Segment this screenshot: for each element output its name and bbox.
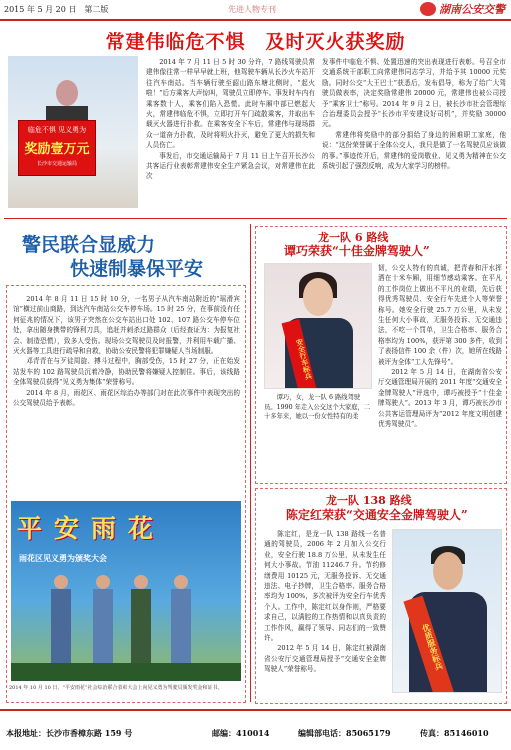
award-photo [8, 56, 138, 208]
ceremony-person [51, 589, 71, 671]
article2-text [322, 57, 506, 217]
footer-phone: 编辑部电话：85065179 [298, 728, 391, 738]
ceremony-photo [11, 501, 241, 681]
article1-para: 事发后，市交通运输局于 7 月 11 日上午召开长沙公共客运行业表彰常建伟安全生产紧急会议，对常建伟在此次 [146, 151, 315, 181]
section-title: 先进人物专刊 [228, 5, 276, 14]
left-feature-title [10, 228, 242, 280]
portrait-photo-chendinghong [392, 529, 502, 693]
footer-postcode: 邮编：410014 [212, 728, 270, 738]
ceremony-person [93, 589, 113, 671]
feature-title-b: 谭巧荣获“十佳金牌驾驶人” [284, 244, 430, 258]
column-divider [250, 224, 251, 702]
logo-mark-icon [420, 2, 436, 16]
header-rule [0, 19, 511, 21]
section-divider [4, 218, 507, 219]
footer-address: 本报地址：长沙市香樟东路 159 号 [6, 728, 133, 738]
newspaper-logo [405, 1, 505, 17]
article2-para: 常建伟将奖励中的部分捐给了身边的困难职工家庭，他说：“这份荣誉属于全体公交人，我只是做了一名驾驶员应该做的事。”事迹传开后，常建伟的爱岗敬业、见义勇为精神在公交系统引起了强烈反响，成为大家学习的榜样。 [322, 130, 506, 171]
portrait-sash: 安全行车标兵 [282, 319, 319, 389]
feature2-title-b: 陈定红荣获“交通安全金牌驾驶人” [286, 508, 468, 522]
ceremony-caption: 2014 年 10 月 10 日，“平安雨花”社会综治联合表彰大会上向见义勇为驾驶员颁发奖金和证书。 [9, 685, 223, 691]
portrait-caption: 谭巧，女，龙一队 6 路线驾驶员。1990 年走入公交这个大家庭，二十多年来，她以一份女性特有的柔 [264, 394, 371, 421]
logo-text: 湖南公安交警 [439, 3, 505, 16]
ceremony-person [171, 589, 191, 671]
article3-para: 2014 年 8 月，雨花区、雨花区综治办等部门对在此次事件中表现突出的公交驾驶员给予表彰。 [13, 388, 240, 408]
page-header [0, 0, 511, 20]
ceremony-stage [11, 663, 241, 681]
portrait-photo-tanqiao [264, 263, 372, 389]
footer-fax: 传真：85146010 [420, 728, 489, 738]
article1-text [146, 57, 315, 217]
issue-date: 2015 年 5 月 20 日 第二版 [4, 5, 109, 14]
article1-para: 2014 年 7 月 11 日 5 时 30 分许，7 路线驾驶员常建伟像往常一样早早就上班，他驾驶车辆从长沙火车站开往汽车南站。当车辆行驶至韶山路东塘北侧时，“起火啦！”后方乘客大声惊叫，驾驶员立即停车。事发时车内有乘客数十人，乘客们陷入恐慌。此时车厢中部已燃起大火，常建伟临危不惧，立即打开车门疏散乘客，并取出车载灭火器进行扑救。在乘客安全下车后，常建伟与现场群众一道奋力扑救，及时将明火扑灭，避免了更大的损失和人员伤亡。 [146, 58, 315, 150]
article2-para: 发事件中临危不惧、处置迅速的突出表现进行表彰。号召全市交通系统干部职工向常建伟同志学习，并给予其 10000 元奖励。同时公交“大王巴士”获悉后，发布倡导，称为了给广大驾驶员做表率，决定奖励常建伟 20000 元，常建伟也被公司授予“乘客卫士”称号。2014 年 9 月 2 日，被长沙市社会管理综合治理委员会授予“长沙市平安建设好司机”，并奖励 30000 元。 [322, 58, 506, 129]
article3-para: 2014 年 8 月 11 日 15 时 10 分，一名男子从汽车南站附近的“瑶滑宾馆”横过前山商路，到达汽车南站公交车停车场。15 时 25 分，在事前没有任何征兆的情况下，该男子突然在公交车站出口处 102、107 路公交车停车位处，拿出随身携带的锋利刀具，追赶并刺杀过路群众（后经查证为：为报复社会、制造恐慌），致多人受伤。现场公交驾驶员及时报警，并利用车载广播、灭火器等工具进行疏导和自救，协助公安民警将犯罪嫌疑人当场制服。 [13, 295, 240, 356]
feature1-text [378, 263, 502, 477]
portrait-sash: 优质服务标兵 [403, 595, 454, 693]
award-placard [18, 120, 96, 176]
feature2-text [264, 529, 386, 699]
ceremony-banner: 平安雨花 [17, 514, 166, 543]
article3-para: 邓青青在与歹徒周旋、搏斗过程中，胸部受伤，15 时 27 分，正在始发站发车的 102 路驾驶员沉着冷静，协助民警将嫌疑人控制住。事后，该线路全体驾驶员获得“见义勇为集体”荣誉称号。 [13, 357, 240, 387]
main-headline: 常建伟临危不惧 及时灭火获奖励 [105, 31, 406, 53]
right-bottom-feature-box [255, 488, 507, 704]
placard-line1: 临危不惧 见义勇为 [27, 126, 87, 134]
left-title-line1: 警民联合显威力 [22, 234, 156, 256]
ceremony-person [131, 589, 151, 671]
left-title-line2: 快速制暴保平安 [70, 258, 204, 280]
article3-text [13, 294, 240, 496]
feature2-para: 陈定红，是龙一队 138 路线一名普通的驾驶员，2006 年 2 月加入公交行业，安全行驶 18.8 万公里，从未发生任何大小事故。节油 11246.7 升。节约修缮费用 10125 元，无服务投诉、无交通违法、电子抄牌，卫生合格率、服务合格率均为 100%，多次被评为安全行车优秀个人。工作中，陈定红以身作则，严格要求自己，以满腔的工作热情和以真负责的工作作风，赢得了领导、同志们的一致赞许。 [264, 530, 386, 643]
feature2-para: 2012 年 5 月 14 日，陈定红被湖南省公安厅交通管理局授予“交通安全金牌驾驶人”荣誉称号。 [264, 644, 386, 674]
right-top-feature-box [255, 226, 507, 484]
feature1-para: 2012 年 5 月 14 日，在湖南省公安厅交通管理局开展的 2011 年度“交通安全金牌驾驶人”评选中，谭巧被授予“十佳金牌驾驶人”。2013 年 3 月，谭巧被长沙市公共客运管理局评为“2012 年度文明创建优秀驾驶员”。 [378, 368, 502, 429]
feature1-para: 韧，公交人特有的真诚，把青春和汗水挥洒在十米车厢，用细节感动乘客。在平凡的工作岗位上做出不平凡的业绩，先后获得优秀驾驶员、安全行车先进个人等荣誉称号。她安全行驶 25.7 万公里，从未发生任何大小事故，无服务投诉、无交通违法，不吃一个罚单，卫生合格率、服务合格率均为 100%，获评第 300 多件，收到了表扬信件 100 余（件）次，她所在线路被评为全体“工人先锋号”。 [378, 264, 502, 366]
feature2-title-a: 龙一队 138 路线 [326, 494, 412, 507]
placard-line3: 长沙市交通运输局 [36, 161, 77, 167]
placard-line2: 奖励壹万元 [24, 142, 90, 157]
footer-rule [0, 709, 511, 711]
left-feature-box [6, 285, 246, 703]
ceremony-subbanner: 雨花区见义勇为颁奖大会 [19, 553, 107, 563]
feature-title-a: 龙一队 6 路线 [318, 231, 389, 244]
